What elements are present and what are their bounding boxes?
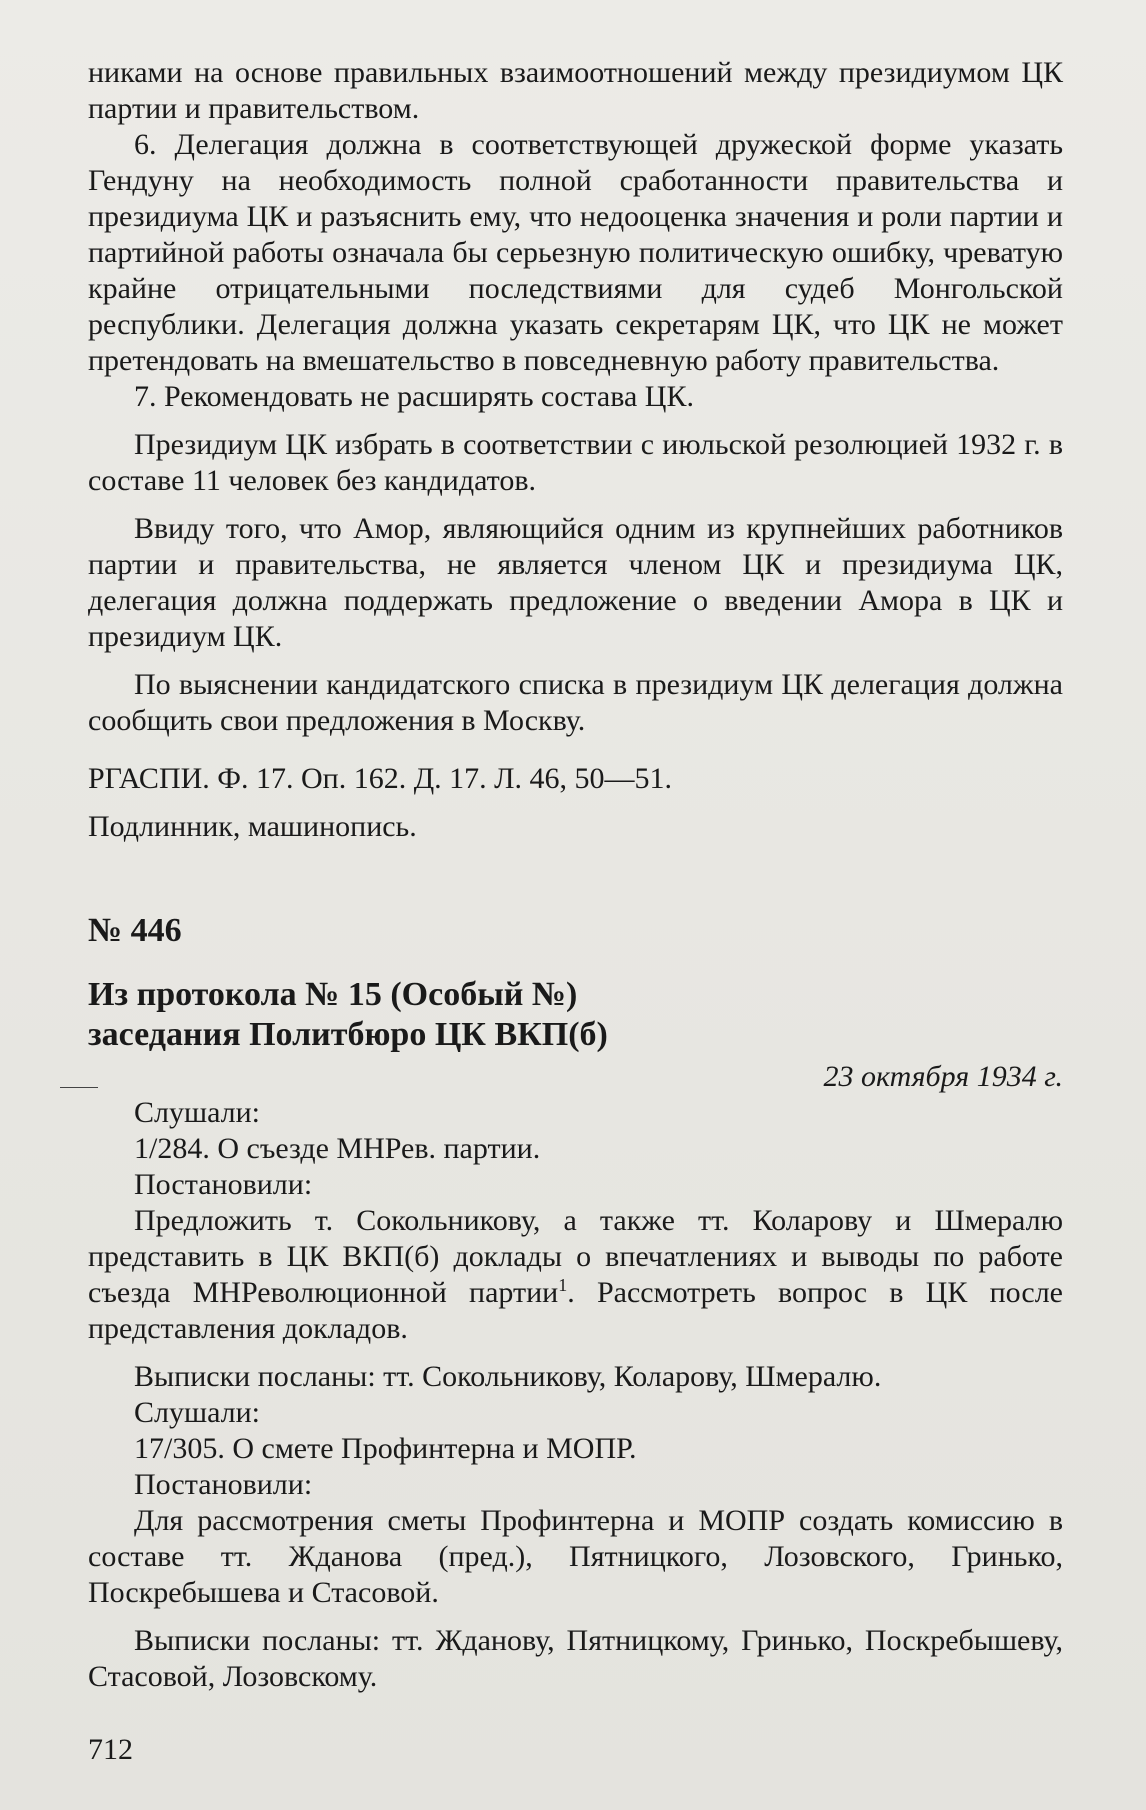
item1-decision [88,1203,1063,1347]
item1-extracts: Выписки посланы: тт. Сокольникову, Коларову, Шмералю. [134,1360,882,1393]
point-6-paragraph: 6. Делегация должна в соответствующей дружеской форме указать Гендуну на необходимость полной сработанности правительства и президиума ЦК и разъяснить ему, что недооценка значения и роли партии и партийной работы означала бы серьезную политическую ошибку, чреватую крайне отрицательными последствиями для судеб Монгольской республики. Делегация должна указать секретарям ЦК, что ЦК не может претендовать на вмешательство в повседневную работу правительства. [88,128,1063,377]
original-note: Подлинник, машинопись. [88,810,417,843]
page-body [88,55,1063,1695]
candidates-paragraph: По выяснении кандидатского списка в президиум ЦК делегация должна сообщить свои предложения в Москву. [88,668,1063,737]
document-title-line-2: заседания Политбюро ЦК ВКП(б) [88,1016,608,1053]
item2-decided-label: Постановили: [134,1468,313,1501]
archive-reference: РГАСПИ. Ф. 17. Оп. 162. Д. 17. Л. 46, 50—51. [88,762,673,795]
page-number: 712 [88,1733,133,1766]
item1-decision-text: Предложить т. Сокольникову, а также тт. Коларову и Шмералю представить в ЦК ВКП(б) доклады о впечатлениях и выводы по работе съезда МНРеволюционной партии [88,1204,1063,1309]
item1-heard-label: Слушали: [134,1096,261,1129]
item2-heard-text: 17/305. О смете Профинтерна и МОПР. [134,1432,637,1465]
point-7-paragraph: 7. Рекомендовать не расширять состава ЦК. [134,380,694,413]
item1-decision-text-end: . Рассмотреть вопрос в ЦК после представления докладов. [88,1276,1063,1345]
item2-decision: Для рассмотрения сметы Профинтерна и МОПР создать комиссию в составе тт. Жданова (пред.), Пятницкого, Лозовского, Гринько, Поскребышева и Стасовой. [88,1504,1063,1609]
document-title-line-1: Из протокола № 15 (Особый №) [88,976,578,1013]
item1-decided-label: Постановили: [134,1168,313,1201]
continuation-paragraph: никами на основе правильных взаимоотношений между президиумом ЦК партии и правительством. [88,56,1063,125]
footnote-mark: 1 [558,1275,568,1295]
amor-paragraph: Ввиду того, что Амор, являющийся одним из крупнейших работников партии и правительства, не является членом ЦК и президиума ЦК, делегация должна поддержать предложение о введении Амора в ЦК и президиум ЦК. [88,512,1063,653]
item2-extracts: Выписки посланы: тт. Жданову, Пятницкому, Гринько, Поскребышеву, Стасовой, Лозовскому. [88,1624,1063,1693]
document-number: № 446 [88,912,182,949]
presidium-paragraph: Президиум ЦК избрать в соответствии с июльской резолюцией 1932 г. в составе 11 человек без кандидатов. [88,428,1063,497]
item2-heard-label: Слушали: [134,1396,261,1429]
item1-heard-text: 1/284. О съезде МНРев. партии. [134,1132,541,1165]
document-date: 23 октября 1934 г. [823,1060,1063,1093]
